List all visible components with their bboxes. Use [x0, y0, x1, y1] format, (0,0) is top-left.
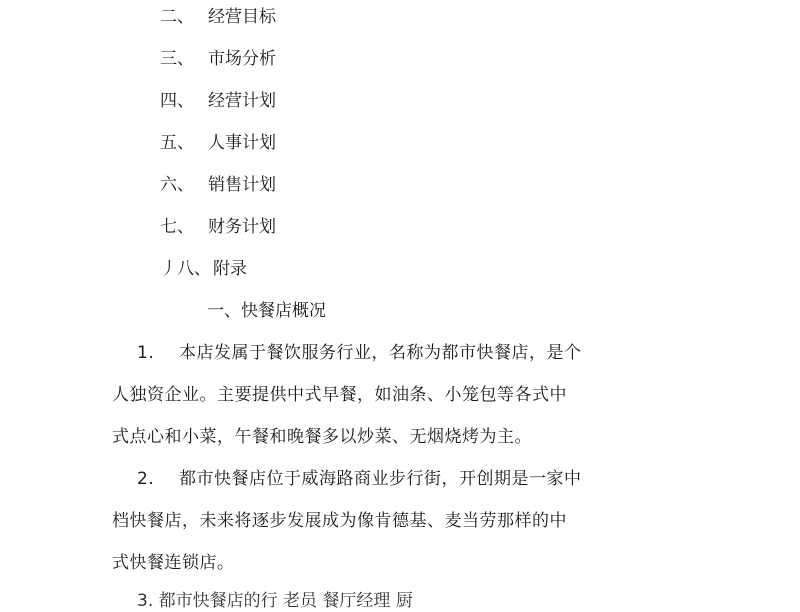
paragraph-number: 2.: [137, 469, 155, 489]
toc-item: [160, 90, 276, 112]
paragraph-text: 都市快餐店位于威海路商业步行街，开创期是一家中: [179, 469, 582, 489]
toc-number: 五、: [160, 133, 194, 153]
toc-label: 经营计划: [208, 91, 276, 111]
toc-number: 七、: [160, 217, 194, 237]
toc-label: 人事计划: [208, 133, 276, 153]
paragraph-text: 人独资企业。主要提供中式早餐，如油条、小笼包等各式中: [112, 385, 567, 405]
toc-item: [160, 6, 276, 28]
paragraph-line: [112, 552, 235, 574]
toc-item: [160, 258, 247, 280]
toc-label: 附录: [213, 259, 247, 279]
toc-item: [160, 174, 276, 196]
toc-number: 六、: [160, 175, 194, 195]
paragraph-line: [112, 426, 532, 448]
paragraph-text: 档快餐店，未来将逐步发展成为像肯德基、麦当劳那样的中: [112, 511, 567, 531]
toc-label: 财务计划: [208, 217, 276, 237]
toc-label: 市场分析: [208, 49, 276, 69]
toc-label: 销售计划: [208, 175, 276, 195]
paragraph-text: 式快餐连锁店。: [112, 553, 235, 573]
paragraph-line: [112, 510, 567, 532]
paragraph-line: [137, 342, 582, 364]
section-heading: 一、快餐店概况: [207, 301, 326, 321]
paragraph-text: 本店发属于餐饮服务行业，名称为都市快餐店，是个: [179, 343, 582, 363]
paragraph-number: 1.: [137, 343, 155, 363]
toc-label: 经营目标: [208, 7, 276, 27]
toc-number: 二、: [160, 7, 194, 27]
toc-item: [160, 132, 276, 154]
toc-item: [160, 48, 276, 70]
toc-number: 三、: [160, 49, 194, 69]
toc-item: [160, 216, 276, 238]
paragraph-line: [137, 468, 582, 490]
paragraph-text: 式点心和小菜，午餐和晚餐多以炒菜、无烟烧烤为主。: [112, 427, 532, 447]
toc-number: 四、: [160, 91, 194, 111]
cutoff-paragraph-line: 3. 都市快餐店的行 老员 餐厅经理 厨: [137, 591, 413, 611]
paragraph-line: [112, 384, 567, 406]
toc-number: 丿八、: [160, 259, 211, 279]
